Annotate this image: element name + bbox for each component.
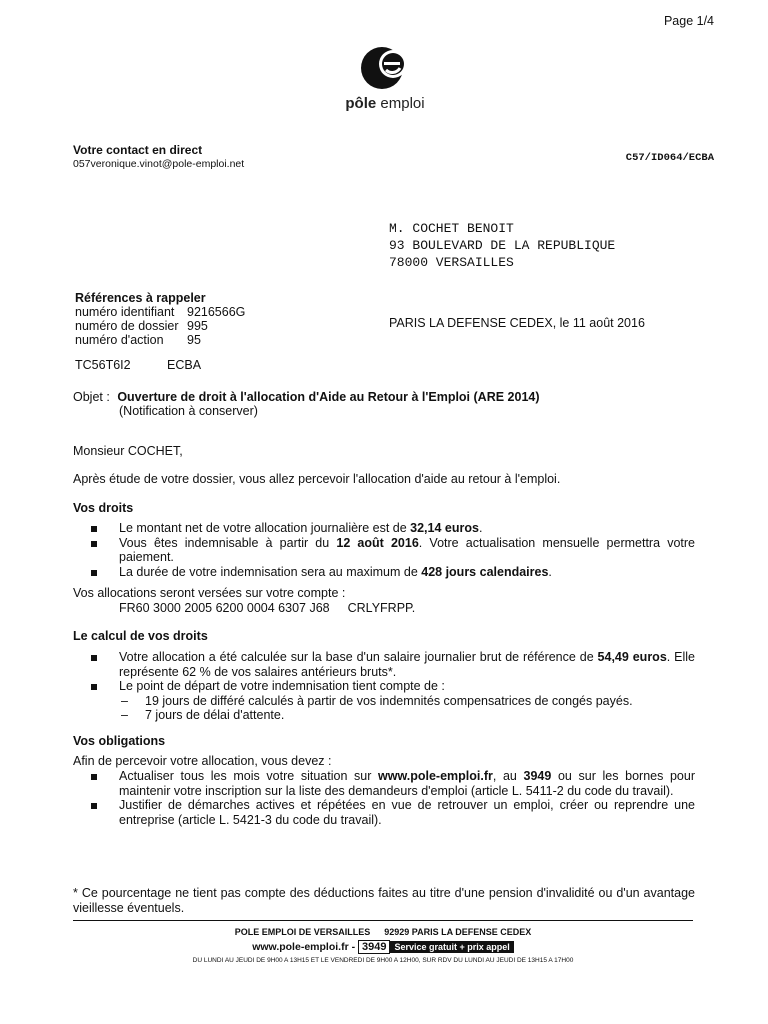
account-number: FR60 3000 2005 6200 0004 6307 J68 CRLYFRPP. bbox=[119, 600, 416, 615]
references-block bbox=[75, 291, 245, 347]
bullet-square-icon bbox=[91, 526, 97, 532]
footer-hours: DU LUNDI AU JEUDI DE 9H00 A 13H15 ET LE VENDREDI DE 9H00 A 12H00, SUR RDV DU LUNDI AU JEUDI DE 13H15 A 17H00 bbox=[192, 957, 574, 964]
pole-emploi-logo bbox=[340, 44, 430, 112]
object-note: (Notification à conserver) bbox=[119, 404, 258, 418]
list-item: Votre allocation a été calculée sur la base d'un salaire journalier brut de référence de 54,49 euros. Elle représente 62 % de vos salaires antérieurs bruts*. bbox=[73, 650, 695, 679]
greeting: Monsieur COCHET, bbox=[73, 444, 183, 458]
list-item: Justifier de démarches actives et répétées en vue de retrouver un emploi, créer ou reprendre une entreprise (article L. 5421-3 du code du travail). bbox=[73, 798, 695, 827]
object-label: Objet : bbox=[73, 390, 110, 404]
footnote: * Ce pourcentage ne tient pas compte des déductions faites au titre d'une pension d'invalidité ou d'un avantage vieillesse éventuels. bbox=[73, 886, 695, 915]
dash-item: – 7 jours de délai d'attente. bbox=[121, 708, 285, 722]
section-heading-obligations: Vos obligations bbox=[73, 734, 166, 748]
logo-wordmark: pôle emploi bbox=[345, 95, 425, 112]
date-line: PARIS LA DEFENSE CEDEX, le 11 août 2016 bbox=[389, 316, 645, 330]
footer bbox=[73, 920, 693, 964]
bullet-square-icon bbox=[91, 803, 97, 809]
references-title: Références à rappeler bbox=[75, 291, 206, 305]
footer-contact bbox=[73, 940, 693, 954]
address-line: 93 BOULEVARD DE LA REPUBLIQUE bbox=[389, 238, 616, 253]
contact-block bbox=[73, 143, 244, 170]
calcul-list bbox=[73, 650, 695, 723]
document-code: C57/ID064/ECBA bbox=[625, 152, 714, 164]
object-block bbox=[73, 390, 540, 418]
footer-website: www.pole-emploi.fr - bbox=[252, 940, 356, 953]
obligations-intro: Afin de percevoir votre allocation, vous devez : bbox=[73, 754, 332, 768]
reference-row: numéro identifiant 9216566G bbox=[75, 305, 246, 319]
phone-badge: 3949 bbox=[358, 940, 390, 954]
account-intro: Vos allocations seront versées sur votre compte : bbox=[73, 586, 346, 600]
address-line: 78000 VERSAILLES bbox=[389, 255, 514, 270]
bullet-square-icon bbox=[91, 541, 97, 547]
reference-codes: TC56T6I2 ECBA bbox=[75, 358, 202, 372]
page-number: Page 1/4 bbox=[663, 14, 714, 28]
droits-list bbox=[73, 521, 695, 579]
bullet-square-icon bbox=[91, 684, 97, 690]
section-heading-droits: Vos droits bbox=[73, 501, 134, 515]
object-title: Ouverture de droit à l'allocation d'Aide au Retour à l'Emploi (ARE 2014) bbox=[117, 390, 540, 404]
list-item: La durée de votre indemnisation sera au maximum de 428 jours calendaires. bbox=[73, 565, 695, 580]
contact-title: Votre contact en direct bbox=[73, 143, 203, 157]
bullet-square-icon bbox=[91, 570, 97, 576]
section-heading-calcul: Le calcul de vos droits bbox=[73, 629, 208, 643]
footer-address: POLE EMPLOI DE VERSAILLES 92929 PARIS LA DEFENSE CEDEX bbox=[234, 927, 532, 937]
reference-row: numéro de dossier 995 bbox=[75, 319, 208, 333]
contact-email: 057veronique.vinot@pole-emploi.net bbox=[73, 158, 245, 170]
recipient-address bbox=[389, 220, 615, 271]
obligations-list bbox=[73, 769, 695, 827]
phone-note: Service gratuit + prix appel bbox=[390, 941, 513, 953]
bullet-square-icon bbox=[91, 655, 97, 661]
list-item: Le montant net de votre allocation journalière est de 32,14 euros. bbox=[73, 521, 695, 536]
reference-row: numéro d'action 95 bbox=[75, 333, 201, 347]
account-block bbox=[73, 586, 415, 615]
bullet-square-icon bbox=[91, 774, 97, 780]
logo-e-icon bbox=[360, 44, 410, 90]
intro-text: Après étude de votre dossier, vous allez percevoir l'allocation d'aide au retour à l'emploi. bbox=[73, 472, 561, 486]
list-item: Actualiser tous les mois votre situation sur www.pole-emploi.fr, au 3949 ou sur les bornes pour maintenir votre inscription sur la liste des demandeurs d'emploi (article L. 5411-2 du code du travail). bbox=[73, 769, 695, 798]
list-item: Le point de départ de votre indemnisation tient compte de : bbox=[73, 679, 695, 694]
address-line: M. COCHET BENOIT bbox=[389, 221, 514, 236]
dash-item: – 19 jours de différé calculés à partir de vos indemnités compensatrices de congés payés. bbox=[121, 693, 633, 708]
list-item: Vous êtes indemnisable à partir du 12 août 2016. Votre actualisation mensuelle permettra votre paiement. bbox=[73, 536, 695, 565]
